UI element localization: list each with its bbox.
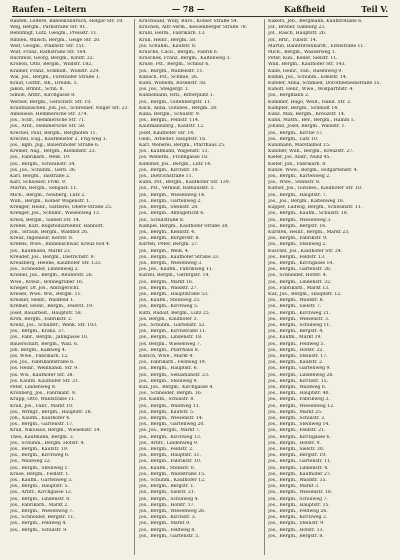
directory-entry: Kück, Anna, Gutsbes., Bergm. 28. (139, 105, 218, 111)
directory-entry: Jos., Bergm., Markt 16. (139, 279, 194, 285)
directory-entry: Kruhl, Herm., Fabrikarb. 13. (139, 31, 206, 37)
directory-entry: Jos., Bergmann 2. (268, 93, 310, 99)
directory-entry: Jos., Bergm., Feldweg 26. (268, 509, 328, 515)
directory-entry: Rennfingt, Lutz, Geogm., Preisstr. 11. (10, 31, 98, 37)
directory-entry: Wilh., Bergm., Kölner Wagenstr. 1. (10, 198, 91, 204)
directory-entry: Jos., Bergm., Kirchweg 6. (10, 453, 70, 459)
directory-entry: Krenger, Jos., Schnmr., Wiesenweg 13. (10, 211, 101, 217)
directory-entry: Kuhn, Pst., Bergm., Kaufhöfer Str. 139. (139, 180, 231, 186)
directory-entry: Jos., Bergm., Bergstr. 19. (268, 453, 327, 459)
directory-entry: Kreuder, Jos., Bergm., Dietrichstr. 9. (10, 254, 95, 260)
directory-entry: Jos., Kaufm., Steinstr. 6. (139, 465, 196, 471)
directory-entry: Jos. Bergm., Kaufhöfer 3. (139, 316, 198, 322)
directory-entry: Jos., Bergm., Hauptstr. 6. (139, 366, 199, 372)
directory-entry: Jos., Bergm., Kirchweg 21. (268, 310, 331, 316)
directory-entry: Kraut, Gottfr., Rh., Dreibh. 5. (10, 81, 79, 87)
directory-entry: Jos., Schuhm., Bergm. Hofstr. 4. (10, 440, 85, 446)
directory-entry: Jos., Fabrikarb., Feldweg 19. (139, 360, 207, 366)
directory-entry: Mich., Bergm., Neuberg, Lutz 2. (10, 192, 86, 198)
directory-entry: Jos., Bergm., Steinweg 9. (139, 378, 198, 384)
directory-entry: Wal. Jos., Bergm., Forsthöfer Straße 1. (10, 74, 101, 80)
directory-entry: Jos., Schneider, Bergstr. 11. (10, 515, 75, 521)
directory-entry: Martin, Bannrbreinhardt., Eifelstraße 11. (268, 43, 365, 49)
directory-entry: Jos., Bergm., Feldweg 4. (10, 521, 67, 527)
directory-entry: Kuschel, Jos., Kaufhöfer Str. 24. (268, 248, 343, 254)
directory-entry: Krusche, Cäcil., Bergm., Fabrik 6. (139, 50, 219, 56)
directory-entry: Jos., Bergm., Steinstr. 17. (268, 353, 328, 359)
directory-entry: Krieger, Dr. Jos., Amtsgericht. (10, 285, 80, 291)
directory-entry: Jos., Bgm. Jug., Bauernhöfer Straße 6. (10, 143, 100, 149)
directory-entry: Jos., Bergm., Lindenstr. 32. (268, 279, 332, 285)
directory-entry: Krenz, Jos., Schulbtr., Wenk. Str. 103. (10, 322, 98, 328)
directory-entry: Jos., Bergm., Steinweg 14. (268, 422, 330, 428)
directory-entry: Jos., Bergm., Waldstr. 35. (268, 478, 327, 484)
directory-entry: Jos., Bergm., Gartenstr. 5. (139, 533, 200, 539)
directory-entry: Jos., Schneider, Hofstr. 4. (268, 273, 328, 279)
directory-entry: Jos., Bergm., Feldstr. 21. (268, 428, 326, 434)
directory-entry: Jos., Bergm., Steinweg 2. (268, 242, 327, 248)
directory-entry: Joh., Kaufm., Kaufhöfer 4. (10, 416, 71, 421)
directory-entry: Jos., Bergm., Wiesenstr. 18. (268, 490, 333, 496)
directory-entry: Jos., Bergm., Feldweg 8. (139, 527, 196, 533)
directory-entry: Weg, Bergm., Parkstraße Str. 91. (10, 25, 87, 31)
directory-entry: Jos., Bergm., Bergstr. 4. (268, 329, 324, 335)
directory-entry: Jos., Fabrikarb., Markt 13. (268, 285, 330, 291)
directory-entry: Anneliese, Hemmersche Str. 374. (10, 112, 88, 118)
directory-entry: Gelb., Arbeiter, Hauptstr. 16. (139, 136, 207, 142)
directory-entry: Welt, Geogm., Plakhstr. Str. 151. (10, 43, 86, 49)
directory-entry: Simon, Arbtr., Kirchgasse 8. (10, 93, 76, 99)
directory-entry: Jos., Fabr., Bergm., Jahngasse 10. (10, 335, 89, 341)
directory-entry: Jos., Bergm., Feldstr. 13. (268, 254, 326, 260)
directory-entry: Jos., Kaufm., Markt 19. (268, 335, 322, 341)
directory-entry: Jos. Jos., Fabrikantstraße 6. (10, 360, 75, 366)
directory-entry: Jos., Bergm., Wiesenstr. 14. (139, 416, 204, 421)
page-number: — 78 — (172, 4, 205, 14)
directory-entry: Kutsch, Wwe., Markt 4. (139, 353, 194, 359)
directory-entry: Jos., Bergm., Hauptstr. 15. (268, 502, 330, 508)
directory-entry: Jos., Bergm., Sielstr. 30. (268, 447, 325, 453)
directory-entry: Jos., Dietrichstraße 11. (139, 174, 193, 180)
directory-entry: Jos., Bergm., Waldstr. 8. (268, 298, 324, 304)
directory-entry: Jos., Bergm., Kirchgasse 14. (268, 260, 334, 266)
directory-entry: Jos., Bergm., Kirchstraße 11. (139, 329, 207, 335)
directory-entry: Kuth, Rudolf, Bergm., Lutz 25. (139, 310, 211, 316)
directory-entry: Josef, Kaufhöfer Str. 14. (139, 130, 195, 136)
directory-entry: Jos., Bergm., Hofstr. 17. (139, 502, 195, 508)
directory-entry: Jos., Bergm., Wiesenweg 3. (139, 260, 203, 266)
directory-entry: Peter, Lindenweg 8. (10, 384, 57, 390)
directory-entry: Kunz, Max, Bergm., Kreuzstr. 14. (268, 112, 346, 118)
directory-entry: Jos., Fabrikarb., Weiß. 19. (10, 155, 71, 161)
directory-entry: Kumpfer, Bergm., Schmidt 14. (268, 105, 339, 111)
directory-entry: Kramer, Franz, Schmidt., Wildstr. 229. (10, 68, 100, 74)
directory-entry: Kress, Bergm., Sieben Str. 14. (10, 217, 81, 223)
directory-entry: Jos., Bergm., Gartenweg 2. (139, 198, 202, 204)
directory-entry: Jos. Jos., Schuhm., Gerb. 36. (10, 167, 77, 173)
directory-entry: Krechel, Eug., Kaufmeister 2, Frig-weg 1. (10, 136, 108, 142)
directory-entry: Jos. Schuhm., Kaufstr. 8. (139, 43, 197, 49)
directory-entry: Jof., Brener, Saßberg 23. (268, 25, 326, 31)
directory-entry: Kreßel, Karl, Rugsteinarbeiter, Hanborf. (10, 223, 104, 229)
directory-entry: Karl, Weberei, Bergm., Pfarrhaus 25. (139, 143, 226, 149)
directory-entry: Jos., Bergm., Sielstr. 21. (139, 490, 196, 496)
directory-entry: Raufen, Leitere, Babenkundruch, Holgar-Str. 10. (10, 19, 124, 24)
directory-entry: Jos., Bergm., Kaufstr. 19. (10, 447, 69, 453)
directory-entry: Jos., Bergm., Kirchstr. 3. (139, 515, 197, 521)
directory-entry: Kükers, Jeb., Bergmann, Kaufbrotlane 6. (268, 19, 363, 24)
directory-entry: Krauthauschen, Joh. Jos., Schreiner, Volger Str. 23. (10, 105, 129, 111)
directory-entry: Kulle, Heinr., Fab., Rasenweg 9. (268, 68, 343, 74)
directory-column-3 (268, 19, 392, 555)
column-divider (134, 19, 135, 555)
directory-entry: Jos., Schulstraße 8. (139, 217, 185, 223)
directory-entry: Jos., Bergm., Bergstr. 8. (268, 533, 324, 539)
directory-entry: Jos., Bergm., Hofstr. 13. (268, 527, 324, 533)
directory-entry: Jos., Bergm., Kaufhöfer Straße 33. (139, 254, 220, 260)
directory-entry: Joh. Bergm., Kalkweg 4. (10, 347, 67, 353)
directory-entry: Jos., Fabrikarb., Markt 2. (10, 502, 69, 508)
directory-entry: Joh., Strauß, Bergm., Waldhof 26. (10, 229, 89, 235)
directory-entry: Jakob, Brmnt., Schn. 8. (10, 87, 65, 93)
directory-entry: Kuhn, Wilhelm, Rosenstr. 58. (139, 81, 207, 87)
directory-entry: Kürzel, Bergm., Gerbrgstr. 14. (139, 273, 210, 279)
directory-entry: Jos., Bergm., Gutenbergstr. 11. (139, 99, 212, 105)
directory-entry: Jos., Arbtr., Lindenweg 9. (139, 440, 199, 446)
directory-entry: Kubach, Pst., Schmie, 26. (139, 74, 199, 80)
directory-entry: Werner, Bergm., Gerschstr. Str. 10. (10, 99, 92, 105)
directory-entry: Kummer, Hugo, Weiß., Hand. Str. 2. (268, 99, 352, 105)
directory-entry: Jos., Bergm., Hauptstr. 7. (268, 192, 328, 198)
directory-entry: Jos. Weberm., Frohngasse 18. (139, 155, 209, 161)
directory-column-2 (139, 19, 261, 555)
directory-entry: Jos., Bergm., Lutz 10. (268, 136, 319, 142)
directory-entry: Jos., Bergm., Kranz. 37. (10, 329, 66, 335)
header-place-name: Kaßfheid (284, 4, 326, 14)
directory-entry: Jos., Bergm., Kirchstr. 19. (139, 167, 200, 173)
directory-entry: Kiefer, Jos. Andr., Nünz 45. (268, 155, 331, 161)
directory-entry: Kiefer, Joh., Fabrikarb. 8. (268, 161, 327, 167)
directory-entry: Jos., Kaufmann, Markt 23. (10, 248, 72, 254)
directory-entry: Kürten, Peter, Bergm. 27. (139, 242, 199, 248)
directory-entry: Kürsten, Heinr., Bergm., Markt 23. (268, 229, 350, 235)
directory-entry: Rinnen, Wälsch, Bergm., Geige Str. 20. (10, 37, 101, 43)
page-header (12, 4, 388, 15)
directory-entry: Kaufmannsbrg., Kaufstr. 12. (139, 124, 205, 130)
directory-entry: Karl, Bergm., Talstraße 2. (10, 174, 71, 180)
directory-column-1 (10, 19, 130, 555)
directory-entry: Kuhlmann, Marstallhof 15. (268, 143, 331, 149)
directory-entry: Jos., Bergm., Kirchweg 5. (139, 304, 199, 310)
directory-entry: Jos., Bergm., Waldstr. 27. (139, 285, 198, 291)
directory-entry: Jof., Brtr., Tubstr. 14. (268, 37, 318, 43)
directory-entry: Jos., Arbt., Hemmersche Str. 58. (10, 124, 86, 130)
directory-entry: Jos., Bergm., Sebastianstr. 23. (139, 372, 210, 378)
directory-entry: Jos., Bergm., Pfarrhaus 8. (139, 347, 200, 353)
directory-entry: Kremer, Aug., Bergm., Klemmstr. 23. (10, 149, 97, 155)
directory-entry: Jos. Jos., Steigergr. 1. (139, 87, 190, 93)
directory-entry: Jos. Jos., Bergm., Markt 7. (139, 428, 201, 434)
directory-entry: Ruchfeld, Georg, Bergm., Kirstr. 32. (10, 56, 95, 62)
directory-entry: Krechel, Paul, Bergm., Berghöfen 11. (10, 130, 98, 136)
directory-entry: Kriebel, Jos., Bergm., Reuterstr. 26. (10, 273, 94, 279)
directory-entry: Krefels, Wwe., Binnenschwar, Kreuz Hof 4. (10, 242, 111, 248)
directory-entry: Jos. Ww., Kaufhöfer Str. 38. (10, 372, 74, 378)
directory-entry: Jof., Rasch, Hauptstr. 26. (268, 31, 327, 37)
directory-entry: Jos., Bergm., Feldstr. 2. (139, 447, 194, 453)
directory-entry: Jos., Arbtr., Kirchgasse 12. (10, 490, 73, 496)
directory-entry: Jos., Bergm., Gartenstr. 11. (268, 459, 332, 465)
directory-entry: Jos., Wwe., Steinstr. 8. (268, 180, 321, 186)
directory-entry: Jos., Bergm., Bergstr. 1. (139, 484, 195, 490)
directory-entry: Bauerschaft, Bergm., Wall. 6. (10, 341, 79, 347)
directory-entry: Jos., Bürgm., Waldenstr. 11. (139, 68, 204, 74)
directory-entry: Jos., Pst., Verkauf, Rathausstr. 5. (139, 186, 216, 192)
directory-entry: Kufeler, Anna, Schmied, Dorotheeneinstraße 35. (268, 81, 381, 87)
directory-entry: Jos., Bergm., Hofstr. 9. (268, 440, 321, 446)
directory-entry: Jos., Bergm., Lindenweg 28. (268, 372, 334, 378)
directory-entry: Jos., Bergm., Kirchweg 2. (268, 515, 328, 521)
directory-entry: Jos., Bergm., Waldstraße 15. (139, 471, 206, 477)
directory-entry: Jos., Bergm., Hauptstr. 40. (268, 391, 330, 397)
directory-entry: Jos. Kaufm. Kaufhöfer Str. 21. (10, 378, 80, 384)
directory-entry: Jos., Bergm., Wiesenweg 7. (10, 509, 74, 515)
directory-entry: Jos., Bergm., Kaufstr. 2. (268, 360, 324, 366)
directory-entry: Krull, Jos., Fabr., Markt 10. (10, 403, 74, 409)
column-divider (264, 19, 265, 555)
directory-entry: Jos., Bergm., Kirchweg 13. (139, 434, 202, 440)
directory-entry: Krupp, Otto, Waldstraße 11. (10, 397, 76, 403)
directory-entry: Jos., Bergm., Kartenweg 2. (268, 174, 331, 180)
directory-entry: Kreisel, Wwe. Ww., Bergm. 11. (10, 291, 82, 297)
directory-entry: Kreuzberg, Helene, Kaufhöfer Str. 133. (10, 260, 102, 266)
directory-entry: Jos., Bergm., Wiesenstr. 3. (268, 316, 330, 322)
directory-entry: Jos., Schuhm., Kaufhöfer 12. (139, 478, 206, 484)
directory-entry: Jos., Bergm., Fabrikweg 3. (268, 397, 330, 403)
directory-entry: Jos., Schneider, Bergm. 16. (139, 391, 203, 397)
directory-entry: Küfner, Jos., Gutsbes., Kaufhöfer Str. 10. (268, 186, 363, 192)
directory-entry: Jos., Bergm., Kaufm., Schulstr. 18. (268, 211, 349, 217)
directory-entry: Jos., Bergm., Schulweg 7. (268, 496, 328, 502)
directory-entry: Kreuz, Ingenieur, Kerstr. 8. (10, 236, 74, 242)
directory-entry: Jos., Bergm., Wiesenweg 14. (139, 192, 206, 198)
directory-entry: Jos., Wrmgr., Bergm., Hauptstr. 28. (10, 409, 93, 415)
directory-entry: Kruschek, Franz, Bergm., Kaltenweg 3. (139, 56, 231, 62)
directory-entry: Jos., Bergm., Fabrikstr. 9. (268, 236, 328, 242)
directory-entry: Jos. Jos., Kaufm., Fabrikweg 11. (139, 267, 214, 273)
directory-entry: Kulla, Bergm., Schulstr. 9. (139, 112, 201, 118)
directory-entry: Martin, Bergm., Sebgast. 11. (10, 186, 78, 192)
directory-entry: Krobon, Otto, Bergm., Wildstr. 182. (10, 62, 93, 68)
directory-entry: Jos., Bergm., Schwanstr. 34. (10, 161, 76, 167)
directory-entry: Kuhn, Matth., Ber., Bergm., Hamm 1. (268, 118, 356, 124)
directory-entry: Jos., Bergm., Amtsgericht 6. (139, 211, 205, 217)
directory-entry: Jos., Bergm., Bergstr. 16. (268, 223, 327, 229)
directory-entry: Jos., Bergm., Bürgerstr. 8. (139, 236, 200, 242)
directory-entry: Jos., Bergm., Sielstr. 7. (268, 304, 322, 310)
directory-entry: Jos. Bergm., Wiesenweg 7. (139, 341, 202, 347)
directory-entry: Jos., Bergm., Lindenstr. 4. (268, 465, 329, 471)
directory-entry: Jos., Bergm., Feldweg 5. (268, 341, 325, 347)
directory-entry: Jos., Bergm., Schulstr. 2. (268, 416, 326, 421)
directory-entry: Kunoff, Henr., Wwe., Wollpartitstr. 4. (268, 87, 354, 93)
directory-entry: Jos., Schuhm., Gartenstr. 52. (139, 322, 206, 328)
directory-entry: Jos., Schneider, Lindenweg 2. (10, 267, 79, 273)
directory-entry: Jos., Kaufmann, Wagenstr. 13. (139, 149, 209, 155)
directory-entry: Jos., Bergm., Weiß. 4. (139, 248, 190, 254)
directory-entry: Kux, Jos., Bergm., Hauptstr. 12. (268, 291, 342, 297)
directory-entry: Kron, Bergm., Fabrikstr. 2. (10, 316, 73, 322)
directory-entry: Kruchwald, Willy, Büro., Kölner Straße 54. (139, 19, 239, 24)
directory-entry: Jos., Bergm., Markt 3. (268, 484, 320, 490)
directory-entry: Johann, Josef, Bergm., Waldstr. 1. (268, 124, 346, 130)
directory-entry: Jos., Bergm., Kirche 57. (268, 130, 324, 136)
directory-entry: Jos., Bergm., Steinstr. 9. (268, 521, 325, 527)
directory-entry: Kronberg, Jos., Fabrikant. 9. (10, 391, 77, 397)
directory-entry: Jos., Bergm., Markt 9. (139, 521, 191, 527)
directory-entry: Jos., Bergm., Schulweg 11. (268, 322, 331, 328)
directory-entry: Küpper, Ludwig, Bergm., Schwanstr. 11. (268, 205, 363, 211)
directory-entry: Jos. Heinr., Weinhändl. Str. 9. (10, 366, 79, 372)
directory-entry: Kremer, Heinr., Bergm., Feierst. 19. (10, 304, 94, 310)
directory-entry: Jos., Bergm., Feldstr. 114. (139, 118, 200, 124)
directory-entry: Jos., Bergm., Schulweg 4. (139, 496, 199, 502)
directory-entry: Willi, Bergm., Kaufhöfer Str. 143. (268, 62, 346, 68)
directory-entry: Jos., Bergm., Gartenweg 9. (268, 366, 331, 372)
header-part-label: Teil V. (361, 4, 388, 14)
directory-entry: Jos., Bergm., Kleinstr. 4. (139, 229, 196, 235)
directory-entry: Jos., Bergm., Kaufstr. 5. (139, 409, 195, 415)
directory-entry: Jos., Bergm., Lindenstr. 8. (10, 496, 71, 502)
directory-entry: Wwe., Kreuz., Bonnegrüber 16. (10, 279, 84, 285)
directory-entry: Kummer, Jos., Bergm., Lutz 14. (139, 161, 212, 167)
header-left-range: Raufen – Leitern (12, 4, 87, 14)
directory-entry: Kruse, Bergm., Feldstr. 1. (10, 471, 70, 477)
directory-entry: Karl, Schlosser, Frdb. 9. (10, 180, 67, 186)
directory-entry: Jos., Bergm., Markt 25. (268, 409, 323, 415)
directory-entry: Kux, Jos., Bergm., Kirchgasse 4. (139, 384, 214, 390)
directory-entry: Jos. Kaufm., Schulstr. 8. (139, 397, 195, 403)
directory-entry: Krüll, Nikolaus, Bergm., Wiesenstr. 14. (10, 428, 101, 434)
directory-entry: Jos., Bergm., Waldweg 11. (139, 403, 201, 409)
directory-entry: Kundler, Wilh., Bergm., Kreuzstr. 27. (268, 149, 354, 155)
directory-entry: Theo, Kaufmann, Bergm. 3. (10, 434, 75, 440)
directory-entry: Krull, Heinr., Bergm. 58. (139, 37, 197, 43)
header-rule (12, 16, 388, 17)
directory-entry: Kruse, Pst., Bergm., Schnur 6. (139, 62, 210, 68)
directory-entry: Jos., Bergm., Hauptstr. 5. (10, 484, 70, 490)
directory-entry: Jos., Bergm., Wiesenweg 3. (268, 217, 332, 223)
directory-entry: Kunze, Wwe., Bergm., Hofgartenstr. 4. (268, 167, 359, 173)
directory-entry: Jos., Bergm., Gartenstr. 17. (10, 422, 74, 428)
directory-entry: Jos., Bergm., Steinstr. 28. (139, 205, 199, 211)
directory-entry: Jos., Waldweg 22. (10, 459, 52, 465)
directory-entry: Jos., Bergm., Wiesenweg 26. (139, 509, 206, 515)
directory-entry: Kühnemann, Hrn., Ritterplatz 1. (139, 93, 215, 99)
directory-entry: Kruchen, Alfr.-Verm., Kessenberger Straße 78. (139, 25, 248, 31)
directory-entry: Mich., Bergm., Wasserweg 1. (268, 50, 337, 56)
directory-entry: Jos., Bergm., Waldweg 6. (268, 384, 327, 390)
directory-entry: Jos., Schr., Hemmersche Str. 71. (10, 118, 86, 124)
directory-entry: Jos., Bergm., Lindenstr. 18. (139, 335, 203, 341)
directory-entry: Krenger, Heinr., Sattlerei, Obere-Straße 25. (10, 205, 113, 211)
directory-entry: Jos., Bergm., Fabrikstr. 10. (139, 459, 202, 465)
directory-entry: Jos., Kaufm., Steinweg 23. (139, 298, 201, 304)
directory-entry: Kumm, Jos., Schuhm., Edelstr. 14. (268, 74, 348, 80)
directory-entry: Jos., Bergm., Hauptstr. 31. (139, 453, 201, 459)
directory-entry: Wolf, Franz, Rathstraße Str. 164. (10, 50, 87, 56)
directory-entry: Jos., Bergm., Gartenweg 20. (139, 422, 205, 428)
directory-entry: Jos., Bergm., Steinweg 1. (10, 465, 69, 471)
directory-entry: Jos., Bergm., Wiesenweg 12. (268, 403, 335, 409)
directory-entry: Jos., Bergm., Kaufhöfer 27. (268, 471, 332, 477)
directory-entry: Jos., Bergm., Hauptstraße 53. (139, 291, 209, 297)
directory-entry: Jos., Bergm., Kirchstr. 15. (268, 378, 329, 384)
directory-entry: Jos., Bergm., Schulstr. 9. (10, 527, 68, 533)
directory-entry: Jos., Bergm., Gartenstr. 26. (268, 267, 332, 273)
directory-entry: Jos., Kaufm., Gartenweg 3. (10, 478, 73, 484)
directory-entry: Josef, Bauarbeit., Hauptstr. 58. (10, 310, 83, 316)
directory-entry: Peter, Kun., Keller, Sielstr. 11. (268, 56, 338, 62)
directory-entry: Kümpel, Bergm., Kaufhöfer Straße 38. (139, 223, 229, 229)
directory-entry: Jos., Bergm., Hofstr. 22. (268, 347, 324, 353)
directory-entry: Kreisler, Heinr., Waldfeld 1. (10, 298, 75, 304)
directory-entry: Jos., Jos., Bergm., Kaltenweg 16. (268, 198, 345, 204)
directory-entry: Jos., Bergm., Kirchgasse 6. (268, 434, 331, 440)
directory-entry: Jos. Wwe., Fabrikarb. 12. (10, 353, 69, 359)
